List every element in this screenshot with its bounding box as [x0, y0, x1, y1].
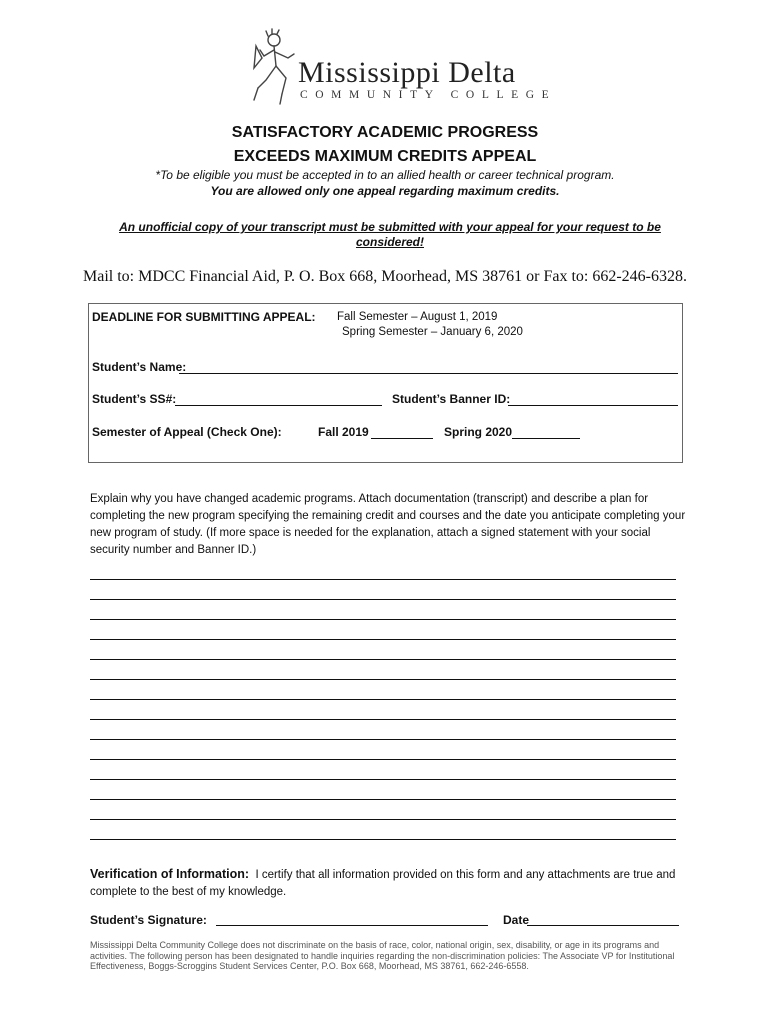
statesman-mascot-icon: [252, 28, 304, 106]
explanation-line[interactable]: [90, 799, 676, 800]
eligibility-note: *To be eligible you must be accepted in to an allied health or career technical program.: [155, 168, 615, 182]
explanation-instructions: Explain why you have changed academic programs. Attach documentation (transcript) and describe a plan for completing the new program specifying the remaining credit and courses and the date you anticipate completing your new program of study. (If more space is needed for the explanation, attach a signed statement with your social security number and Banner ID.): [90, 493, 686, 556]
fall-deadline: Fall Semester – August 1, 2019: [337, 311, 498, 323]
explanation-line[interactable]: [90, 679, 676, 680]
explanation-line[interactable]: [90, 779, 676, 780]
verification-text: I certify that all information provided on this form and any attachments are true and complete to the best of my knowledge.: [90, 869, 676, 898]
college-name: Mississippi Delta: [298, 56, 516, 89]
explanation-line[interactable]: [90, 819, 676, 820]
student-ssn-label: Student’s SS#:: [92, 392, 177, 406]
student-ssn-field[interactable]: [175, 405, 382, 406]
fall-2019-option: Fall 2019: [318, 425, 369, 439]
spring-2020-option: Spring 2020: [444, 425, 513, 439]
semester-label: Semester of Appeal (Check One):: [92, 425, 282, 439]
explanation-line[interactable]: [90, 759, 676, 760]
non-discrimination-statement: Mississippi Delta Community College does not discriminate on the basis of race, color, national origin, sex, disability, or age in its programs and activities. The following person has been designated to handle inquiries regarding the non-discrimination policies: The Associate VP for Institutional Effectiveness, Boggs-Scroggins Student Services Center, P.O. Box 668, Moorhead, MS 38761, 662-246-6558.: [90, 940, 675, 971]
explanation-line[interactable]: [90, 639, 676, 640]
college-logo: [252, 28, 557, 106]
date-field[interactable]: [527, 925, 679, 926]
spring-deadline: Spring Semester – January 6, 2020: [342, 326, 523, 338]
fall-2019-checkline[interactable]: [371, 438, 433, 439]
form-title-line2: EXCEEDS MAXIMUM CREDITS APPEAL: [233, 148, 537, 165]
mailing-address: Mail to: MDCC Financial Aid, P. O. Box 668, Moorhead, MS 38761 or Fax to: 662-246-6328.: [83, 268, 687, 285]
transcript-notice: An unofficial copy of your transcript must be submitted with your appeal for your request to be considered!: [119, 220, 661, 249]
explanation-line[interactable]: [90, 599, 676, 600]
deadline-label: DEADLINE FOR SUBMITTING APPEAL:: [92, 310, 316, 324]
verification-heading: Verification of Information:: [90, 867, 250, 881]
banner-id-label: Student’s Banner ID:: [392, 392, 511, 406]
explanation-line[interactable]: [90, 739, 676, 740]
date-label: Date: [503, 913, 530, 927]
banner-id-field[interactable]: [508, 405, 678, 406]
signature-label: Student’s Signature:: [90, 913, 207, 927]
explanation-line[interactable]: [90, 719, 676, 720]
explanation-line[interactable]: [90, 839, 676, 840]
student-name-label: Student’s Name:: [92, 360, 187, 374]
form-title-line1: SATISFACTORY ACADEMIC PROGRESS: [231, 124, 539, 141]
student-info-box: [88, 303, 683, 463]
spring-2020-checkline[interactable]: [512, 438, 580, 439]
one-appeal-note: You are allowed only one appeal regarding maximum credits.: [210, 184, 560, 198]
explanation-line[interactable]: [90, 659, 676, 660]
college-subtitle: COMMUNITY COLLEGE: [300, 89, 557, 101]
verification-section: [90, 866, 690, 901]
explanation-line[interactable]: [90, 699, 676, 700]
signature-field[interactable]: [216, 925, 488, 926]
explanation-line[interactable]: [90, 579, 676, 580]
student-name-field[interactable]: [179, 373, 678, 374]
explanation-line[interactable]: [90, 619, 676, 620]
